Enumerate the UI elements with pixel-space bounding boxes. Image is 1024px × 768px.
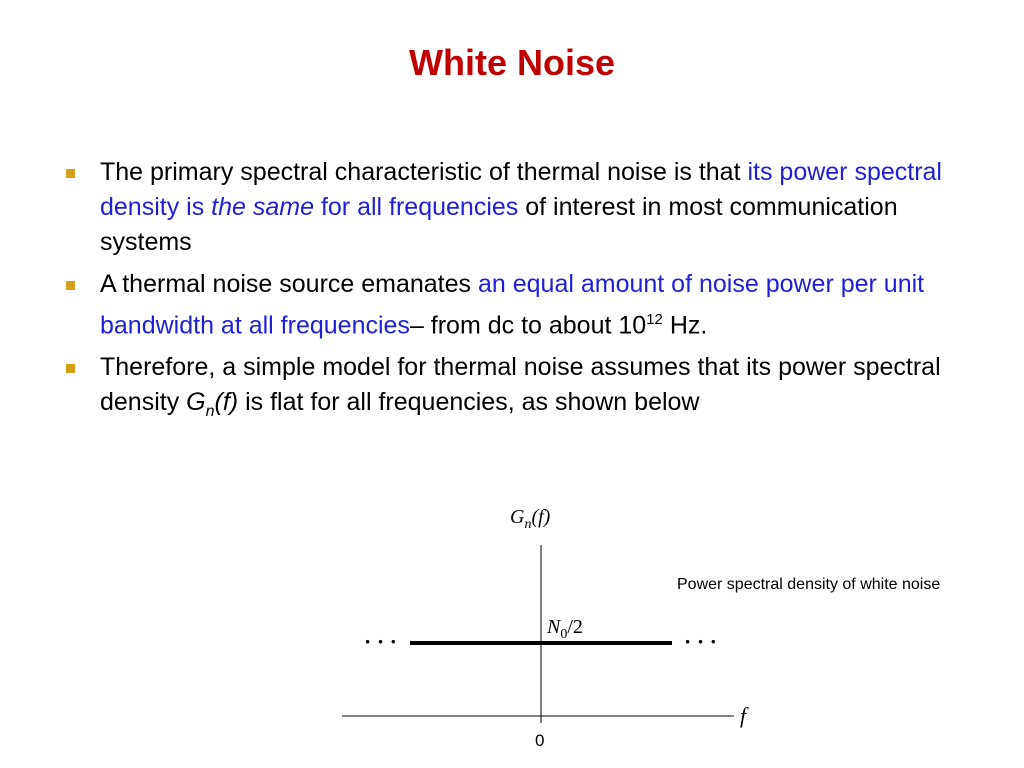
- bullet-item: [60, 267, 980, 343]
- square-bullet-icon: [66, 169, 75, 178]
- math-symbol: G: [186, 388, 206, 417]
- square-bullet-icon: [66, 364, 75, 373]
- x-axis-label: f: [740, 703, 747, 728]
- superscript-exponent: 12: [646, 311, 663, 328]
- highlight-text: its power spectral density is: [100, 158, 942, 221]
- y-axis-label: $G_n(f)$: [510, 506, 551, 532]
- bullet-text: Therefore, a simple model for thermal noise assumes that its power spectral density: [100, 353, 941, 417]
- left-ellipsis: · · ·: [364, 629, 398, 654]
- psd-figure: [330, 500, 1024, 768]
- bullet-list: [60, 155, 980, 436]
- math-symbol-arg: (f): [214, 388, 239, 417]
- right-ellipsis: · · ·: [684, 629, 718, 654]
- square-bullet-icon: [66, 281, 75, 290]
- bullet-item: [60, 155, 980, 260]
- bullet-text: – from dc to about 10: [409, 311, 647, 340]
- bullet-text: The primary spectral characteristic of thermal noise is that: [100, 158, 748, 186]
- math-subscript: n: [205, 403, 215, 421]
- bullet-text: of interest in most communication systems: [100, 193, 898, 256]
- bullet-text: is flat for all frequencies, as shown below: [238, 388, 700, 417]
- highlight-text: an equal amount of noise power per unit bandwidth at all frequencies: [100, 270, 925, 340]
- bullet-item: [60, 350, 980, 429]
- figure-caption: Power spectral density of white noise: [677, 576, 941, 593]
- highlight-text: for all frequencies: [314, 193, 519, 221]
- origin-label: 0: [535, 731, 545, 750]
- slide-title: White Noise: [408, 42, 615, 83]
- bullet-text: A thermal noise source emanates: [100, 270, 478, 298]
- highlight-italic-text: the same: [211, 193, 315, 221]
- level-label: $N_0/2$: [547, 616, 583, 642]
- bullet-text: Hz.: [662, 311, 708, 340]
